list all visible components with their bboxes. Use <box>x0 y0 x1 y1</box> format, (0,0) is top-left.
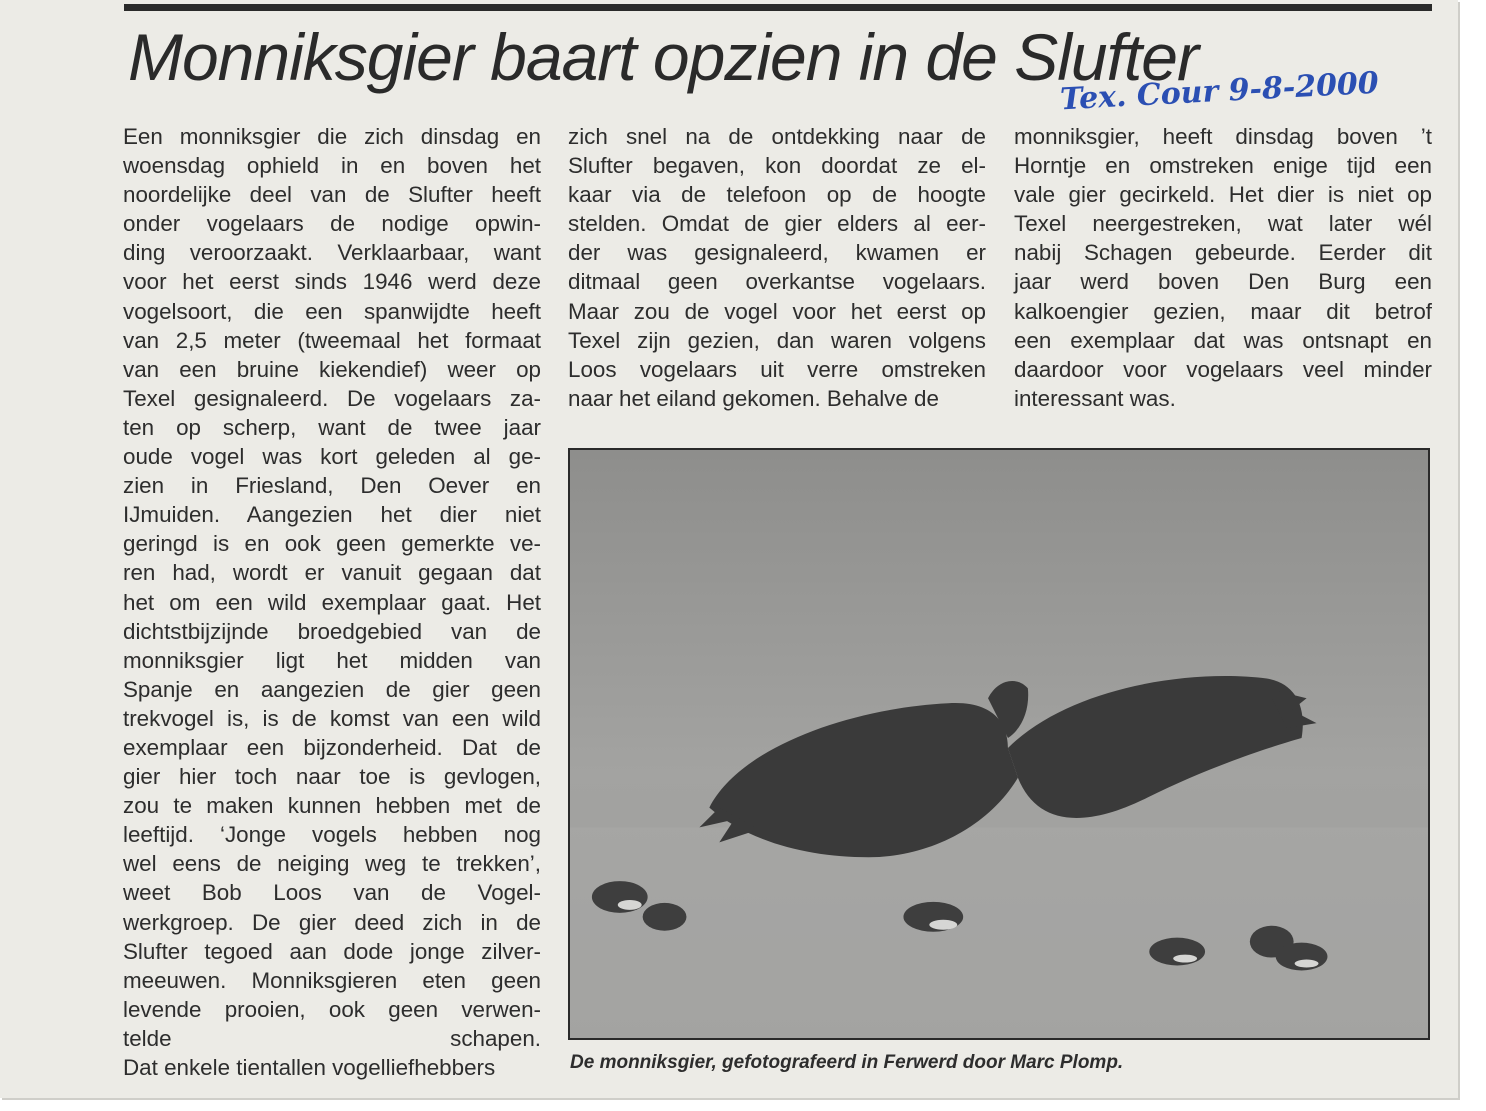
photo-caption: De monniksgier, gefotografeerd in Ferwerd door Marc Plomp. <box>570 1052 1124 1073</box>
text-line: Slufter begaven, kon doordat ze el- <box>568 153 986 179</box>
text-line: monniksgier, heeft dinsdag boven ’t <box>1014 124 1432 149</box>
text-line: van 2,5 meter (tweemaal het formaat <box>123 327 541 353</box>
vulture-photo <box>568 448 1430 1040</box>
text-line: kalkoengier gezien, maar dit betrof <box>1014 298 1432 324</box>
text-line: ding veroorzaakt. Verklaarbaar, want <box>123 240 541 266</box>
top-rule <box>124 4 1432 11</box>
text-line: meeuwen. Monniksgieren eten geen <box>123 967 541 993</box>
text-line: zou te maken kunnen hebben met de <box>123 793 541 819</box>
text-line: dichtstbijzijnde broedgebied van de <box>123 618 541 644</box>
text-line: Slufter tegoed aan dode jonge zilver- <box>123 938 541 964</box>
text-line: stelden. Omdat de gier elders al eer- <box>568 211 986 237</box>
text-line: oude vogel was kort geleden al ge- <box>123 444 541 470</box>
text-line: der was gesignaleerd, kwamen er <box>568 240 986 266</box>
text-line: ten op scherp, want de twee jaar <box>123 414 541 440</box>
text-line: voor het eerst sinds 1946 werd deze <box>123 269 541 295</box>
column-3 <box>1014 122 1432 413</box>
text-line: trekvogel is, is de komst van een wild <box>123 705 541 731</box>
text-line: geringd is en ook geen gemerkte ve- <box>123 531 541 557</box>
column-1 <box>123 122 541 1082</box>
text-line: IJmuiden. Aangezien het dier niet <box>123 502 541 528</box>
text-line: noordelijke deel van de Slufter heeft <box>123 182 541 208</box>
text-line: vogelsoort, die een spanwijdte heeft <box>123 298 541 324</box>
text-line: Maar zou de vogel voor het eerst op <box>568 298 986 324</box>
handwritten-note: Tex. Cour 9-8-2000 <box>1059 65 1380 118</box>
text-line: van een bruine kiekendief) weer op <box>123 356 541 382</box>
text-line: onder vogelaars de nodige opwin- <box>123 211 541 237</box>
text-line: interessant was. <box>1014 385 1176 411</box>
vulture-photo-illustration <box>570 450 1428 1038</box>
text-line: zien in Friesland, Den Oever en <box>123 473 541 499</box>
text-line: woensdag ophield in en boven het <box>123 153 541 179</box>
text-line: ren had, wordt er vanuit gegaan dat <box>123 560 541 586</box>
text-line: werkgroep. De gier deed zich in de <box>123 909 541 935</box>
text-line: leeftijd. ‘Jonge vogels hebben nog <box>123 822 541 848</box>
text-line: telde schapen. <box>123 1025 541 1051</box>
text-line: ditmaal geen overkantse vogelaars. <box>568 269 986 295</box>
text-line: zich snel na de ontdekking naar de <box>568 124 986 149</box>
text-line: exemplaar een bijzonderheid. Dat de <box>123 734 541 760</box>
text-line: Horntje en omstreken enige tijd een <box>1014 153 1432 179</box>
text-line: wel eens de neiging weg te trekken’, <box>123 851 541 877</box>
text-line: jaar werd boven Den Burg een <box>1014 269 1432 295</box>
text-line: het om een wild exemplaar gaat. Het <box>123 589 541 615</box>
text-line: weet Bob Loos van de Vogel- <box>123 880 541 906</box>
text-line: Texel zijn gezien, dan waren volgens <box>568 327 986 353</box>
text-line: een exemplaar dat was ontsnapt en <box>1014 327 1432 353</box>
text-line: Texel gesignaleerd. De vogelaars za- <box>123 385 541 411</box>
text-line: Een monniksgier die zich dinsdag en <box>123 124 541 149</box>
text-line: nabij Schagen gebeurde. Eerder dit <box>1014 240 1432 266</box>
text-line: kaar via de telefoon op de hoogte <box>568 182 986 208</box>
text-line: Texel neergestreken, wat later wél <box>1014 211 1432 237</box>
text-line: daardoor voor vogelaars veel minder <box>1014 356 1432 382</box>
text-line: Loos vogelaars uit verre omstreken <box>568 356 986 382</box>
text-line: gier hier toch naar toe is gevlogen, <box>123 764 541 790</box>
headline: Monniksgier baart opzien in de Slufter <box>128 20 1198 94</box>
text-line: Spanje en aangezien de gier geen <box>123 676 541 702</box>
text-line: naar het eiland gekomen. Behalve de <box>568 385 939 411</box>
column-2 <box>568 122 986 413</box>
text-line: levende prooien, ook geen verwen- <box>123 996 541 1022</box>
text-line: Dat enkele tientallen vogelliefhebbers <box>123 1055 496 1080</box>
text-line: monniksgier ligt het midden van <box>123 647 541 673</box>
text-line: vale gier gecirkeld. Het dier is niet op <box>1014 182 1432 208</box>
